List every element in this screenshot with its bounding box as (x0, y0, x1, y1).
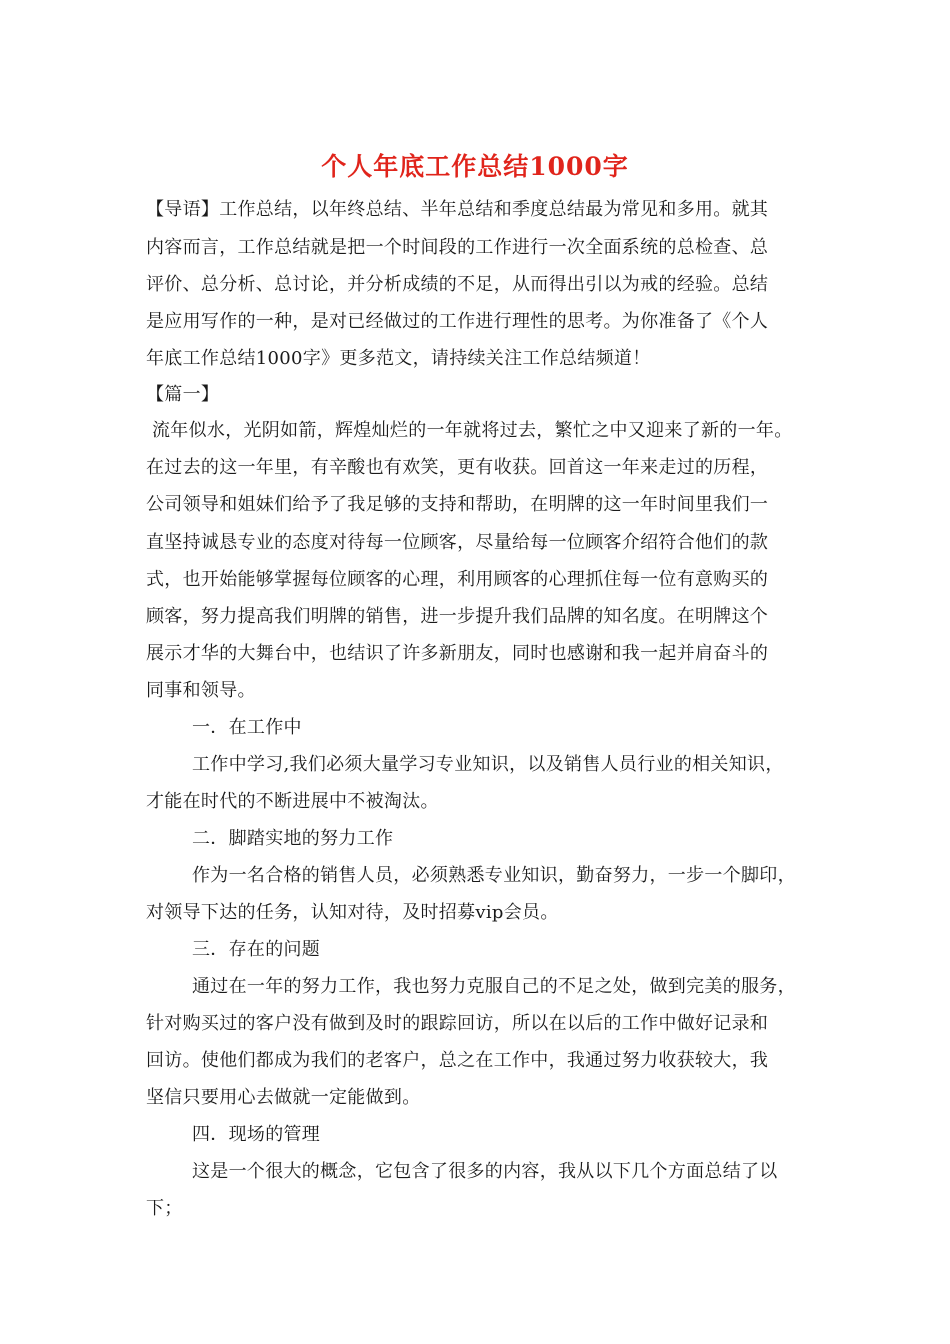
paragraph-line: 下； (146, 1198, 183, 1219)
section-heading: 一．在工作中 (192, 717, 302, 738)
paragraph-line: 通过在一年的努力工作，我也努力克服自己的不足之处，做到完美的服务， (192, 976, 796, 997)
section-heading: 四．现场的管理 (192, 1124, 321, 1145)
intro-line: 年底工作总结1000字》更多范文，请持续关注工作总结频道！ (146, 348, 651, 369)
section-label: 【篇一】 (146, 384, 220, 405)
intro-line: 内容而言，工作总结就是把一个时间段的工作进行一次全面系统的总检查、总 (146, 237, 769, 258)
paragraph-line: 公司领导和姐妹们给予了我足够的支持和帮助，在明牌的这一年时间里我们一 (146, 494, 769, 515)
intro-line: 【导语】工作总结，以年终总结、半年总结和季度总结最为常见和多用。就其 (146, 199, 769, 220)
paragraph-line: 流年似水，光阴如箭，辉煌灿烂的一年就将过去，繁忙之中又迎来了新的一年。 (152, 420, 793, 441)
paragraph-line: 回访。使他们都成为我们的老客户，总之在工作中，我通过努力收获较大，我 (146, 1050, 769, 1071)
paragraph-line: 展示才华的大舞台中，也结识了许多新朋友，同时也感谢和我一起并肩奋斗的 (146, 643, 769, 664)
paragraph-line: 在过去的这一年里，有辛酸也有欢笑，更有收获。回首这一年来走过的历程， (146, 457, 769, 478)
paragraph-line: 这是一个很大的概念，它包含了很多的内容，我从以下几个方面总结了以 (192, 1161, 778, 1182)
section-heading: 二．脚踏实地的努力工作 (192, 828, 394, 849)
paragraph-line: 直坚持诚恳专业的态度对待每一位顾客，尽量给每一位顾客介绍符合他们的款 (146, 532, 769, 553)
intro-line: 评价、总分析、总讨论，并分析成绩的不足，从而得出引以为戒的经验。总结 (146, 274, 769, 295)
section-heading: 三．存在的问题 (192, 939, 321, 960)
paragraph-line: 顾客，努力提高我们明牌的销售，进一步提升我们品牌的知名度。在明牌这个 (146, 606, 769, 627)
paragraph-line: 工作中学习,我们必须大量学习专业知识，以及销售人员行业的相关知识， (192, 754, 784, 775)
paragraph-line: 才能在时代的不断进展中不被淘汰。 (146, 791, 439, 812)
paragraph-line: 对领导下达的任务，认知对待，及时招募vip会员。 (146, 902, 559, 923)
intro-line: 是应用写作的一种，是对已经做过的工作进行理性的思考。为你准备了《个人 (146, 311, 769, 332)
paragraph-line: 针对购买过的客户没有做到及时的跟踪回访，所以在以后的工作中做好记录和 (146, 1013, 769, 1034)
paragraph-line: 同事和领导。 (146, 680, 256, 701)
paragraph-line: 式，也开始能够掌握每位顾客的心理，利用顾客的心理抓住每一位有意购买的 (146, 569, 769, 590)
document-title: 个人年底工作总结1000字 (321, 152, 629, 181)
paragraph-line: 作为一名合格的销售人员，必须熟悉专业知识，勤奋努力，一步一个脚印， (192, 865, 796, 886)
paragraph-line: 坚信只要用心去做就一定能做到。 (146, 1087, 421, 1108)
